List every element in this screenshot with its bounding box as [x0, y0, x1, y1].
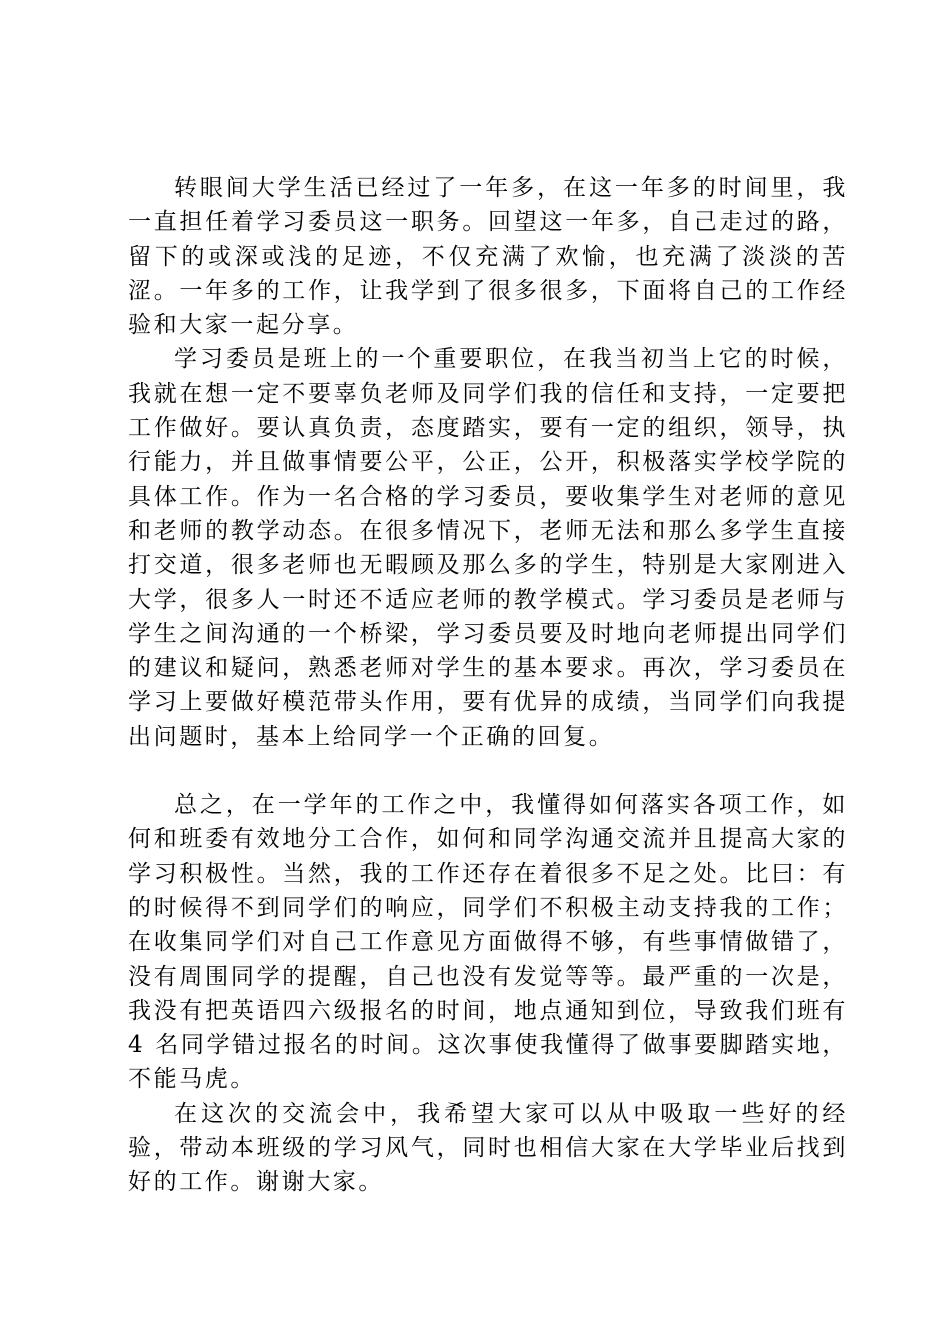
paragraph-spacer [128, 754, 848, 788]
paragraph-intro: 转眼间大学生活已经过了一年多，在这一年多的时间里，我一直担任着学习委员这一职务。回望这一年多，自己走过的路，留下的或深或浅的足迹，不仅充满了欢愉，也充满了淡淡的苦涩。一年多的工作，让我学到了很多很多，下面将自己的工作经验和大家一起分享。 [128, 175, 848, 339]
paragraph-closing: 在这次的交流会中，我希望大家可以从中吸取一些好的经验，带动本班级的学习风气，同时也相信大家在大学毕业后找到好的工作。谢谢大家。 [128, 1100, 848, 1196]
document-body [128, 171, 848, 1200]
paragraph-summary: 总之，在一学年的工作之中，我懂得如何落实各项工作，如何和班委有效地分工合作，如何和同学沟通交流并且提高大家的学习积极性。当然，我的工作还存在着很多不足之处。比曰：有的时候得不到同学们的响应，同学们不积极主动支持我的工作；在收集同学们对自己工作意见方面做得不够，有些事情做错了，没有周围同学的提醒，自己也没有发觉等等。最严重的一次是，我没有把英语四六级报名的时间，地点通知到位，导致我们班有 4 名同学错过报名的时间。这次事使我懂得了做事要脚踏实地，不能马虎。 [128, 792, 848, 1093]
paragraph-role-description: 学习委员是班上的一个重要职位，在我当初当上它的时候，我就在想一定不要辜负老师及同学们我的信任和支持，一定要把工作做好。要认真负责，态度踏实，要有一定的组织，领导，执行能力，并且做事情要公平，公正，公开，积极落实学校学院的具体工作。作为一名合格的学习委员，要收集学生对老师的意见和老师的教学动态。在很多情况下，老师无法和那么多学生直接打交道，很多老师也无暇顾及那么多的学生，特别是大家刚进入大学，很多人一时还不适应老师的教学模式。学习委员是老师与学生之间沟通的一个桥梁，学习委员要及时地向老师提出同学们的建议和疑问，熟悉老师对学生的基本要求。再次，学习委员在学习上要做好模范带头作用，要有优异的成绩，当同学们向我提出问题时，基本上给同学一个正确的回复。 [128, 346, 848, 750]
